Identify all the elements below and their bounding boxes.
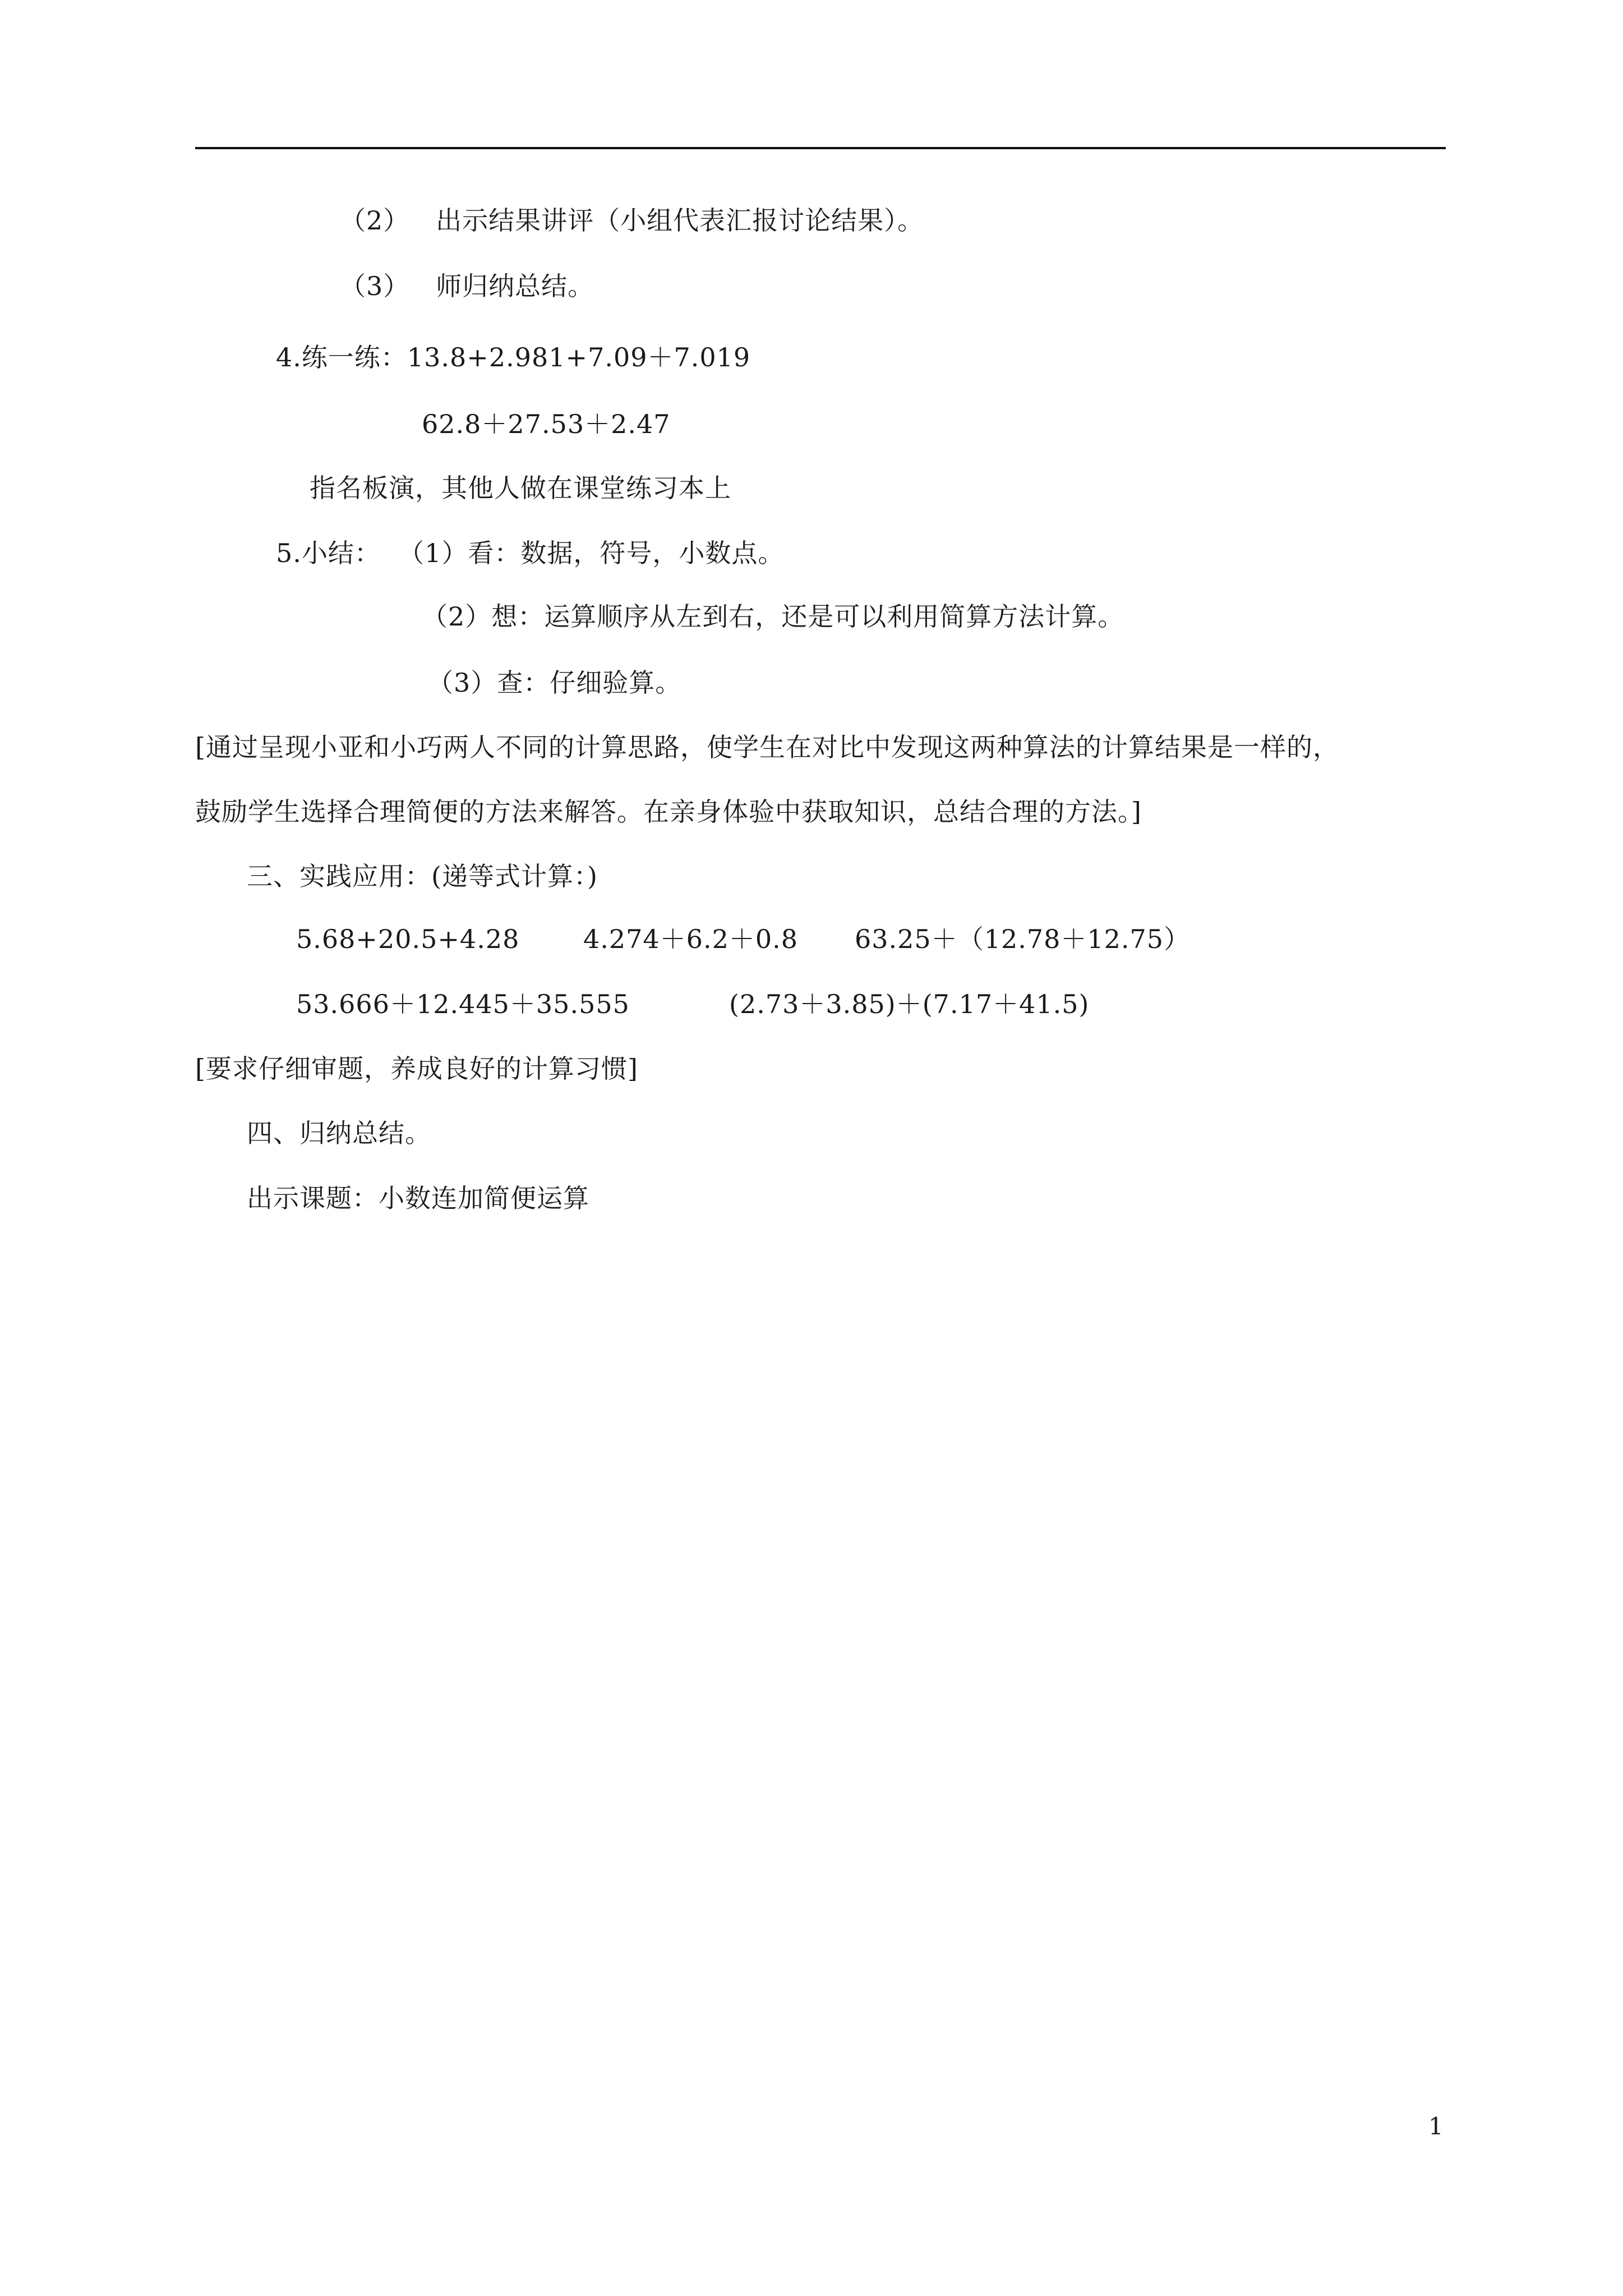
summary-check-line: （3）查：仔细验算。	[427, 668, 682, 698]
exercise-2: 4.274＋6.2＋0.8	[583, 924, 798, 954]
step-2-line: （2） 出示结果讲评（小组代表汇报讨论结果）。	[340, 205, 924, 236]
section-3-heading: 三、实践应用：(递等式计算：)	[247, 861, 598, 891]
practice-line-1: 4.练一练：13.8+2.981+7.09＋7.019	[276, 342, 751, 372]
summary-think-line: （2）想：运算顺序从左到右，还是可以利用简算方法计算。	[422, 601, 1124, 632]
exercise-3: 63.25＋（12.78＋12.75）	[855, 924, 1191, 954]
page-number: 1	[1428, 2113, 1444, 2140]
exercise-5: (2.73＋3.85)＋(7.17＋41.5)	[729, 989, 1090, 1019]
lesson-topic-line: 出示课题：小数连加简便运算	[247, 1183, 589, 1213]
section-4-heading: 四、归纳总结。	[247, 1118, 431, 1148]
practice-line-2: 62.8＋27.53＋2.47	[422, 409, 671, 439]
requirement-note: [要求仔细审题，养成良好的计算习惯]	[195, 1053, 638, 1084]
design-note-line-2: 鼓励学生选择合理简便的方法来解答。在亲身体验中获取知识，总结合理的方法。]	[195, 797, 1142, 827]
design-note-line-1: [通过呈现小亚和小巧两人不同的计算思路，使学生在对比中发现这两种算法的计算结果是一样的，	[195, 732, 1339, 762]
summary-title-line: 5.小结： （1）看：数据，符号，小数点。	[276, 538, 785, 568]
step-3-line: （3） 师归纳总结。	[340, 271, 594, 301]
header-rule	[195, 147, 1446, 149]
exercise-1: 5.68+20.5+4.28	[296, 924, 520, 954]
exercise-4: 53.666＋12.445＋35.555	[296, 989, 630, 1019]
board-practice-line: 指名板演，其他人做在课堂练习本上	[310, 473, 731, 503]
